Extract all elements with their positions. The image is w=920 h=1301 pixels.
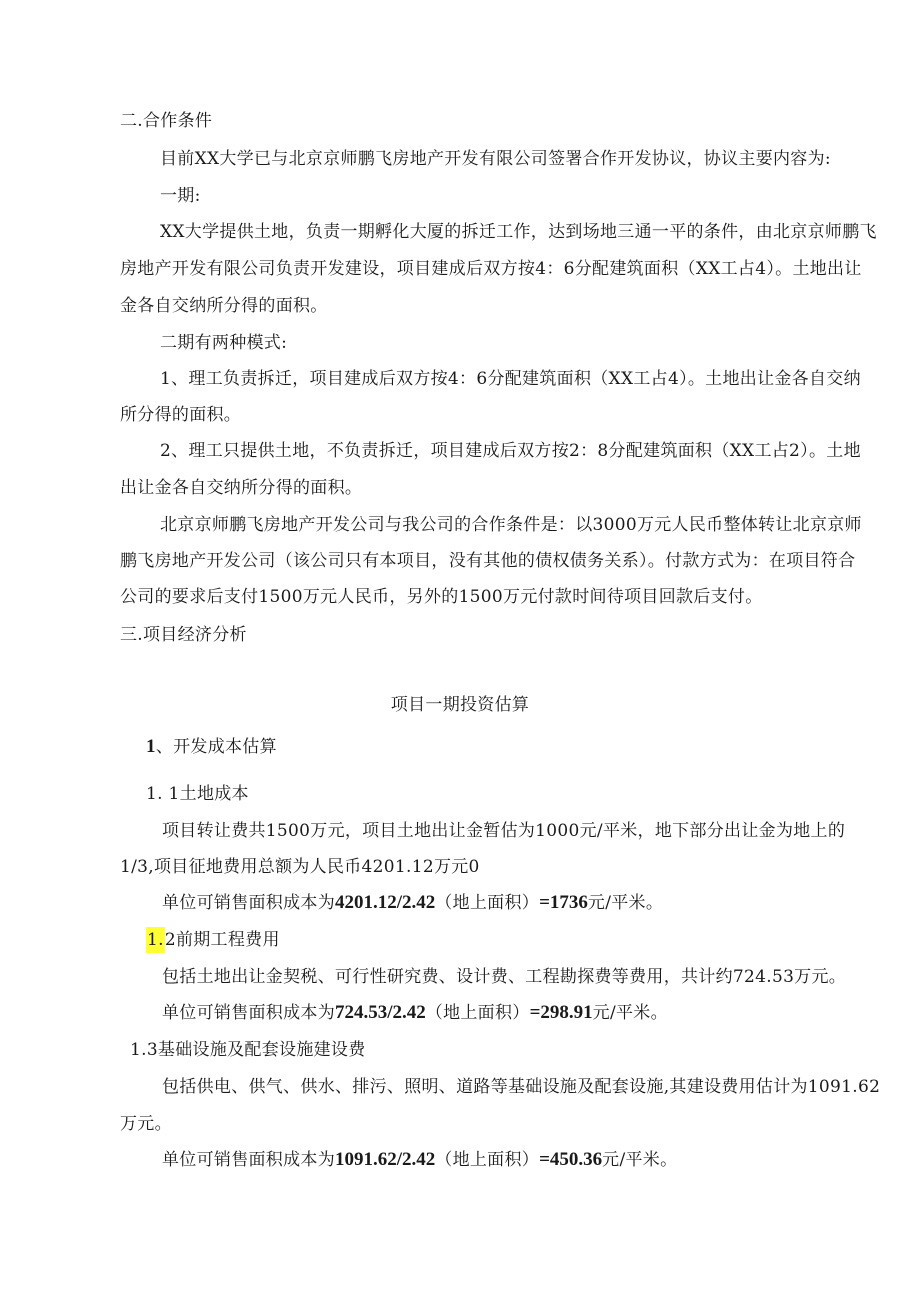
section-heading-cooperation: 二.合作条件 <box>120 111 213 131</box>
phase1-line-1: XX大学提供土地，负责一期孵化大厦的拆迁工作，达到场地三通一平的条件，由北京京师鹏飞 <box>160 222 877 242</box>
infra-cost-heading: 1.3基础设施及配套设施建设费 <box>130 1040 366 1060</box>
terms-line-3: 公司的要求后支付1500万元人民币，另外的1500万元付款时间待项目回款后支付。 <box>120 587 763 607</box>
land-cost-line-1: 项目转让费共1500万元，项目土地出让金暂估为1000元/平米，地下部分出让金为地上的 <box>162 821 846 841</box>
mode1-line-1: 1、理工负责拆迁，项目建成后双方按4：6分配建筑面积（XX工占4）。土地出让金各自交纳 <box>160 369 861 389</box>
phase1-label: 一期: <box>160 186 201 206</box>
phase1-line-2: 房地产开发有限公司负责开发建设，项目建成后双方按4：6分配建筑面积（XX工占4）。土地出让 <box>120 259 862 279</box>
subheading-number: 1 <box>146 736 156 757</box>
prelim-unit-cost: 单位可销售面积成本为724.53/2.42（地上面积）=298.91元/平米。 <box>162 1002 668 1023</box>
phase2-label: 二期有两种模式: <box>160 333 288 353</box>
infra-cost-line-1: 包括供电、供气、供水、排污、照明、道路等基础设施及配套设施,其建设费用估计为1091.62 <box>162 1077 881 1097</box>
subheading-text: 、开发成本估算 <box>155 737 277 757</box>
paragraph-agreement-intro: 目前XX大学已与北京京师鹏飞房地产开发有限公司签署合作开发协议，协议主要内容为: <box>160 149 831 169</box>
prelim-cost-line-1: 包括土地出让金契税、可行性研究费、设计费、工程勘探费等费用，共计约724.53万元。 <box>162 967 847 987</box>
land-cost-heading: 1. 1土地成本 <box>146 784 249 804</box>
phase1-line-3: 金各自交纳所分得的面积。 <box>120 296 328 316</box>
prelim-cost-heading: 1.2前期工程费用 <box>146 929 280 951</box>
terms-line-2: 鹏飞房地产开发公司（该公司只有本项目，没有其他的债权债务关系）。付款方式为：在项目符合 <box>120 551 856 571</box>
mode2-line-1: 2、理工只提供土地，不负责拆迁，项目建成后双方按2：8分配建筑面积（XX工占2）。土地 <box>160 441 861 461</box>
section-heading-economic: 三.项目经济分析 <box>120 625 247 645</box>
infra-unit-cost: 单位可销售面积成本为1091.62/2.42（地上面积）=450.36元/平米。 <box>162 1149 678 1170</box>
infra-cost-line-2: 万元。 <box>120 1114 172 1134</box>
mode1-line-2: 所分得的面积。 <box>120 405 242 425</box>
highlight-mark: 1. <box>146 927 165 953</box>
subheading-dev-cost <box>146 736 277 758</box>
land-cost-line-2: 1/3,项目征地费用总额为人民币4201.12万元0 <box>120 857 480 877</box>
center-title: 项目一期投资估算 <box>390 695 530 715</box>
mode2-line-2: 出让金各自交纳所分得的面积。 <box>120 478 363 498</box>
terms-line-1: 北京京师鹏飞房地产开发公司与我公司的合作条件是：以3000万元人民币整体转让北京京师 <box>160 515 862 535</box>
land-unit-cost: 单位可销售面积成本为4201.12/2.42（地上面积）=1736元/平米。 <box>162 892 664 913</box>
